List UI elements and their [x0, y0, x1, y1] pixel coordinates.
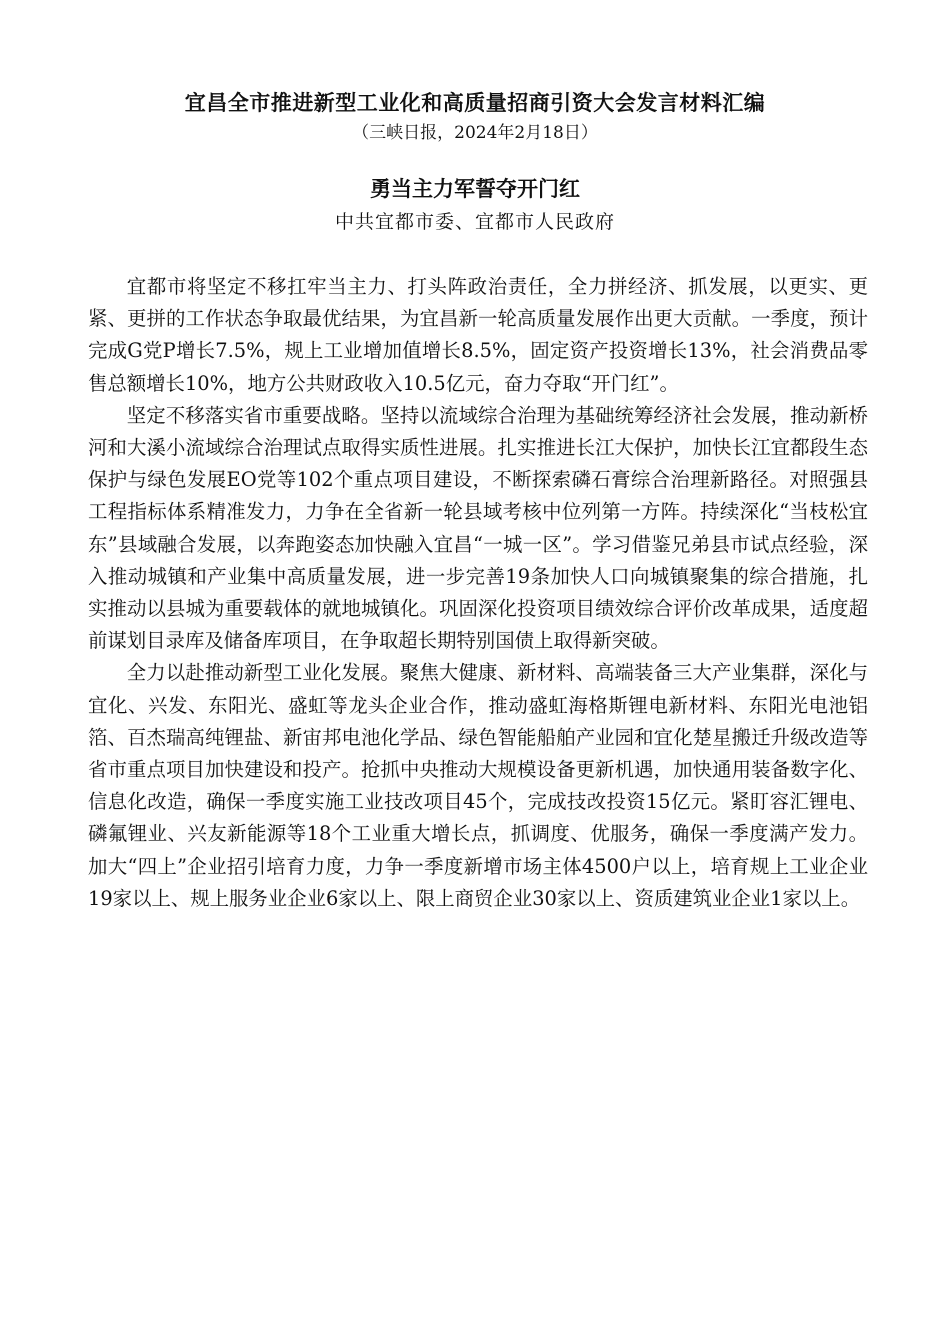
paragraph-2: 坚定不移落实省市重要战略。坚持以流域综合治理为基础统筹经济社会发展，推动新桥河和大溪小流域综合治理试点取得实质性进展。扎实推进长江大保护，加快长江宜都段生态保护与绿色发展EO党等102个重点项目建设，不断探索磷石膏综合治理新路径。对照强县工程指标体系精准发力，力争在全省新一轮县域考核中位列第一方阵。持续深化“当枝松宜东”县域融合发展，以奔跑姿态加快融入宜昌“一城一区”。学习借鉴兄弟县市试点经验，深入推动城镇和产业集中高质量发展，进一步完善19条加快人口向城镇聚集的综合措施，扎实推动以县城为重要载体的就地城镇化。巩固深化投资项目绩效综合评价改革成果，适度超前谋划目录库及储备库项目，在争取超长期特别国债上取得新突破。	[88, 403, 868, 653]
article-body	[88, 271, 868, 915]
paragraph-3: 全力以赴推动新型工业化发展。聚焦大健康、新材料、高端装备三大产业集群，深化与宜化、兴发、东阳光、盛虹等龙头企业合作，推动盛虹海格斯锂电新材料、东阳光电池铝箔、百杰瑞高纯锂盐、新宙邦电池化学品、绿色智能船舶产业园和宜化楚星搬迁升级改造等省市重点项目加快建设和投产。抢抓中央推动大规模设备更新机遇，加快通用装备数字化、信息化改造，确保一季度实施工业技改项目45个，完成技改投资15亿元。紧盯容汇锂电、磷氟锂业、兴友新能源等18个工业重大增长点，抓调度、优服务，确保一季度满产发力。加大“四上”企业招引培育力度，力争一季度新增市场主体4500户以上，培育规上工业企业19家以上、规上服务业企业6家以上、限上商贸企业30家以上、资质建筑业企业1家以上。	[88, 661, 868, 910]
article-title: 勇当主力军誓夺开门红	[370, 176, 580, 201]
article-author: 中共宜都市委、宜都市人民政府	[334, 211, 615, 233]
paragraph-1: 宜都市将坚定不移扛牢当主力、打头阵政治责任，全力拼经济、抓发展，以更实、更紧、更拼的工作状态争取最优结果，为宜昌新一轮高质量发展作出更大贡献。一季度，预计完成G党P增长7.5%，规上工业增加值增长8.5%，固定资产投资增长13%，社会消费品零售总额增长10%，地方公共财政收入10.5亿元，奋力夺取“开门红”。	[88, 275, 868, 395]
document-source: （三峡日报，2024年2月18日）	[352, 123, 598, 143]
document-title: 宜昌全市推进新型工业化和高质量招商引资大会发言材料汇编	[184, 90, 766, 115]
